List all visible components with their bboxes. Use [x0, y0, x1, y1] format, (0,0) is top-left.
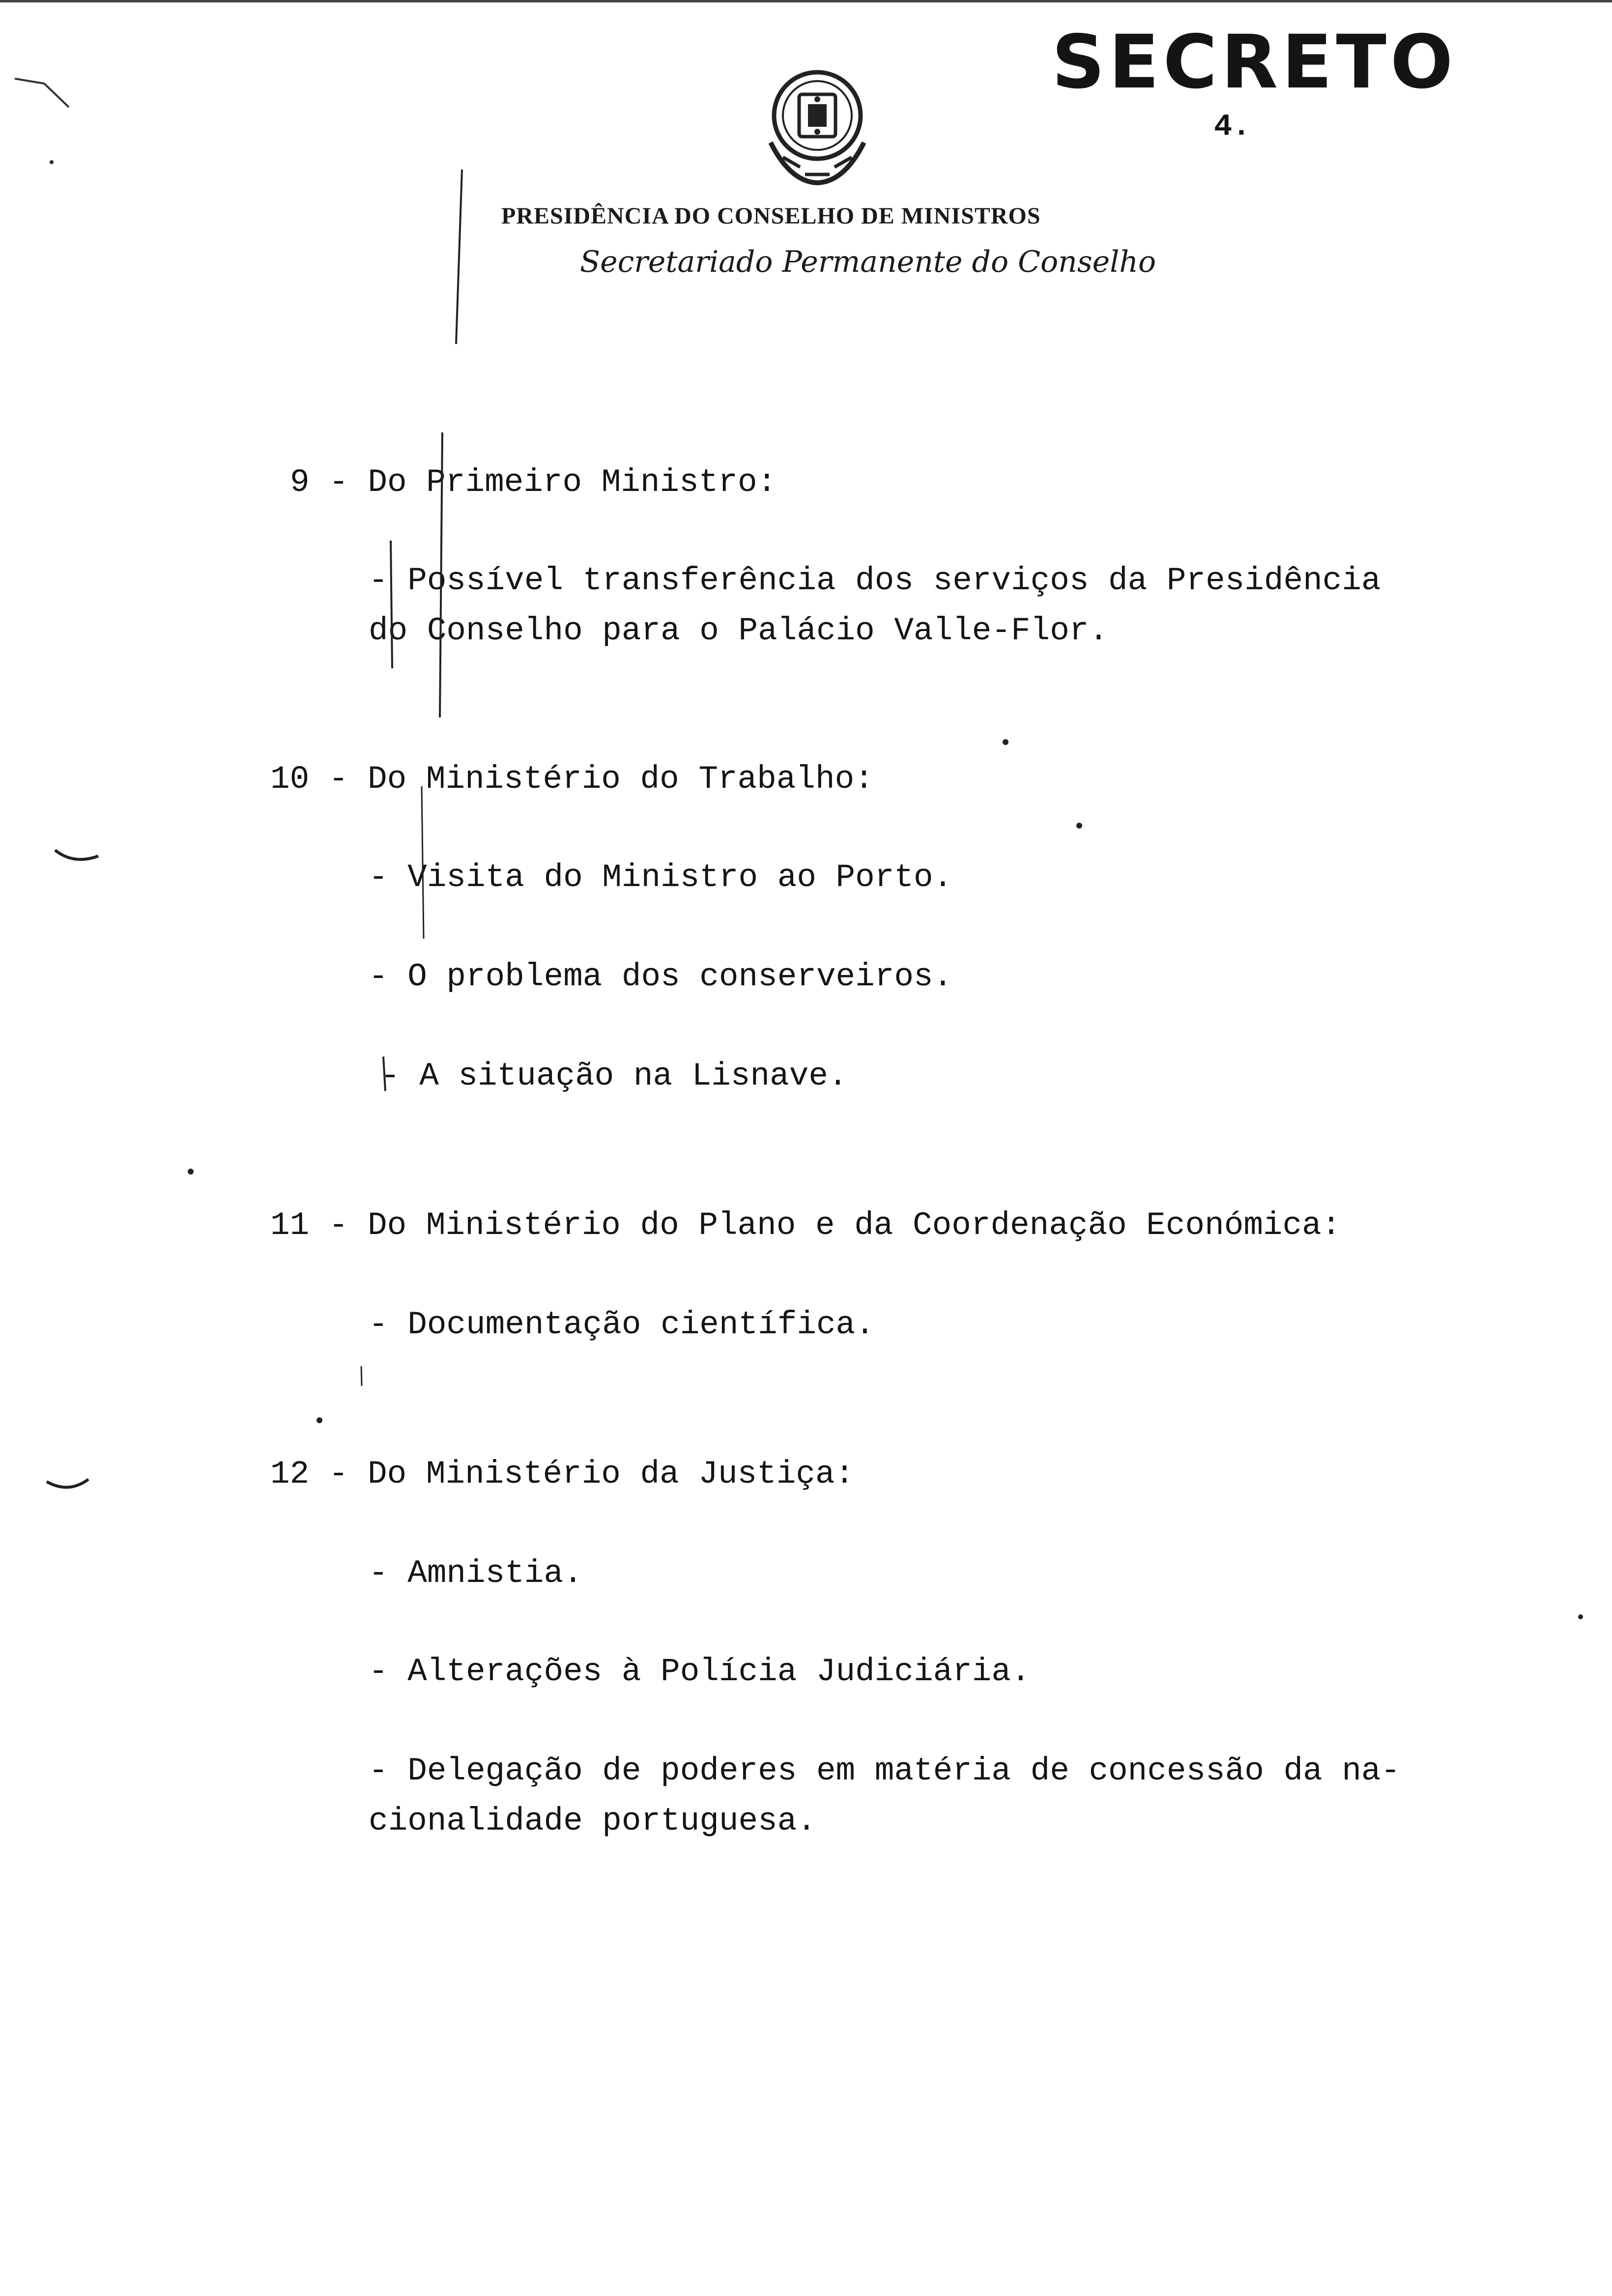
- list-item: cionalidade portuguesa.: [369, 1803, 816, 1839]
- section-heading: 9 - Do Primeiro Ministro:: [290, 464, 777, 501]
- section-heading: 12 - Do Ministério da Justiça:: [270, 1456, 855, 1492]
- list-item: - Documentação científica.: [369, 1306, 875, 1343]
- page-top-border: [0, 0, 1612, 2]
- organization-title: PRESIDÊNCIA DO CONSELHO DE MINISTROS: [501, 203, 1041, 229]
- list-item: - Delegação de poderes em matéria de concessão da na-: [369, 1752, 1401, 1789]
- coat-of-arms-icon: [761, 69, 874, 187]
- section-heading: 10 - Do Ministério do Trabalho:: [270, 761, 874, 798]
- section-heading: 11 - Do Ministério do Plano e da Coordenação Económica:: [270, 1207, 1341, 1244]
- secretariat-subtitle: Secretariado Permanente do Conselho: [580, 245, 1156, 279]
- list-item: do Conselho para o Palácio Valle-Flor.: [369, 612, 1109, 649]
- list-item: - A situação na Lisnave.: [380, 1058, 848, 1094]
- list-item: - O problema dos conserveiros.: [369, 958, 953, 995]
- list-item: - Visita do Ministro ao Porto.: [369, 859, 953, 896]
- list-item: - Alterações à Polícia Judiciária.: [369, 1653, 1031, 1690]
- list-item: - Amnistia.: [369, 1555, 583, 1592]
- page-number: 4.: [1214, 109, 1251, 144]
- secret-stamp: SECRETO: [1052, 20, 1457, 105]
- list-item: - Possível transferência dos serviços da Presidência: [369, 562, 1381, 599]
